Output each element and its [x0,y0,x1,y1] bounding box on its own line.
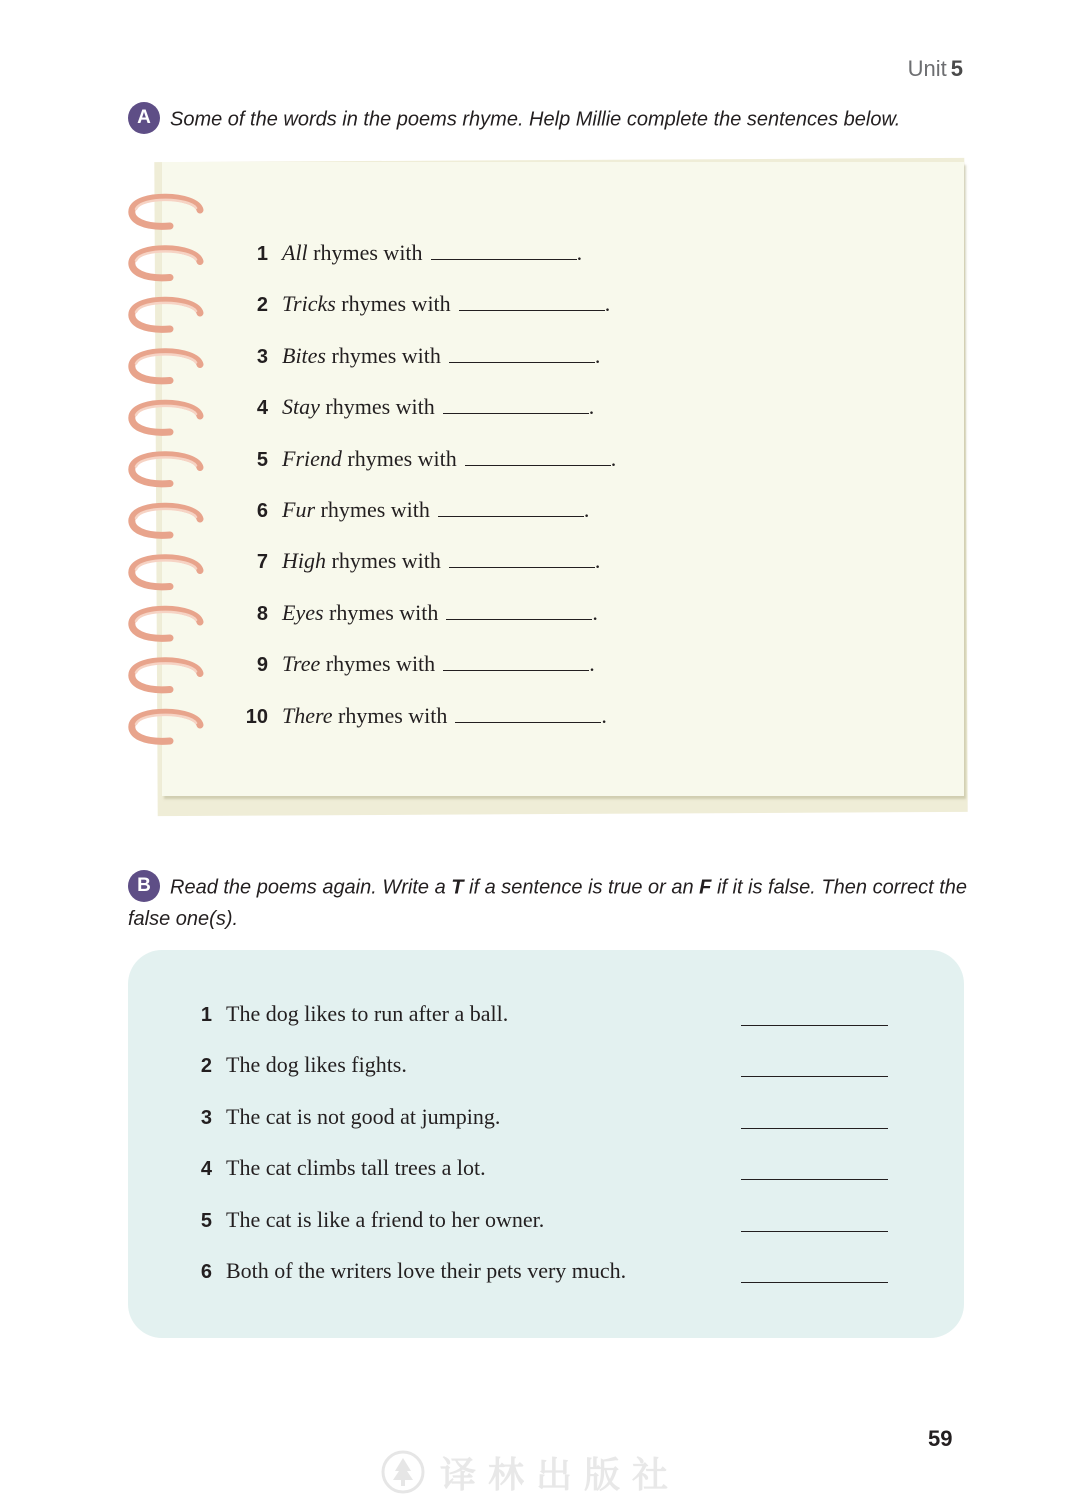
rhyme-text: rhymes with [331,342,441,368]
rhyme-text: rhymes with [331,548,441,574]
answer-blank[interactable] [449,549,595,568]
item-number: 1 [200,1004,212,1026]
rhyme-text: rhymes with [320,497,430,522]
rhyme-item [238,497,589,523]
rhyme-word: Eyes [282,599,324,625]
spiral-ring [132,352,200,381]
rhyme-text: rhymes with [325,394,435,420]
rhyme-item [238,446,616,472]
spiral-ring [132,197,200,226]
section-b-instruction-t: T [451,876,464,899]
true-false-item [186,1207,544,1233]
rhyme-word: Tree [282,651,321,677]
section-a-instruction [128,104,968,136]
rhyme-item [238,343,600,369]
item-number: 9 [256,654,268,677]
answer-blank[interactable] [465,447,611,466]
statement-text: The dog likes fights. [226,1052,407,1078]
answer-blank[interactable] [446,601,592,620]
rhyme-word: There [282,702,333,728]
true-false-answer-blank[interactable] [741,1231,888,1232]
item-number: 1 [256,243,268,265]
rhyme-item [238,548,600,574]
true-false-answer-blank[interactable] [741,1076,888,1077]
spiral-rings-icon [126,182,216,772]
true-false-item [186,1001,508,1027]
unit-number: 5 [950,56,963,81]
section-b-instruction-part2: if a sentence is true or an [463,876,700,899]
sentence-end: . [594,548,601,574]
item-number: 7 [256,551,268,574]
sentence-end: . [604,291,611,317]
publisher-watermark [380,1448,680,1496]
sentence-end: . [592,599,598,625]
item-number: 6 [256,500,268,522]
section-b-instruction-f: F [699,876,712,899]
answer-blank[interactable] [455,704,601,723]
statement-text: The cat is like a friend to her owner. [226,1206,545,1232]
statement-text: The cat climbs tall trees a lot. [226,1155,486,1181]
true-false-item [186,1104,500,1130]
sentence-end: . [601,702,607,728]
rhyme-word: Stay [282,394,320,420]
rhyme-text: rhymes with [338,702,448,728]
rhyme-item [238,240,582,266]
sentence-end: . [594,342,601,368]
statement-text: The dog likes to run after a ball. [226,1001,509,1026]
true-false-answer-blank[interactable] [741,1128,888,1129]
spiral-ring [132,403,200,432]
item-number: 2 [256,294,268,317]
rhyme-word: All [282,240,308,265]
item-number: 3 [256,345,268,368]
item-number: 4 [200,1158,212,1181]
sentence-end: . [576,240,583,265]
section-b-instruction [128,872,968,934]
item-number: 8 [256,602,268,625]
spiral-ring [132,661,200,690]
rhyme-text: rhymes with [325,651,436,677]
true-false-answer-blank[interactable] [741,1025,888,1026]
answer-blank[interactable] [438,498,584,517]
page-number: 59 [928,1426,953,1451]
spiral-ring [132,506,200,535]
item-number: 5 [200,1209,212,1232]
rhyme-text: rhymes with [329,599,439,625]
item-number: 4 [256,397,268,420]
item-number: 3 [200,1106,212,1129]
section-b-instruction-part3: if it is false. Then correct the false one(s). [128,876,968,930]
rhyme-item [238,600,598,626]
sentence-end: . [583,497,590,522]
true-false-item [186,1052,407,1078]
rhyme-word: Bites [282,342,326,368]
rhyme-word: Friend [282,445,342,471]
true-false-item [186,1258,626,1284]
rhyme-word: Tricks [282,291,336,317]
answer-blank[interactable] [431,241,577,260]
statement-text: The cat is not good at jumping. [226,1103,501,1129]
section-a-badge: A [128,102,160,134]
true-false-item [186,1155,486,1181]
section-b-instruction-part1: Read the poems again. Write a [170,876,452,899]
spiral-ring [132,249,200,278]
answer-blank[interactable] [443,395,589,414]
item-number: 6 [200,1261,212,1283]
rhyme-item [238,291,610,317]
rhyme-text: rhymes with [313,240,423,265]
spiral-ring [132,609,200,638]
true-false-answer-blank[interactable] [741,1179,888,1180]
true-false-answer-blank[interactable] [741,1282,888,1283]
sentence-end: . [588,394,595,420]
rhyme-item [238,703,607,729]
section-b-badge: B [128,870,160,902]
spiral-ring [132,300,200,329]
item-number: 10 [245,705,268,728]
rhyme-word: High [282,548,326,574]
answer-blank[interactable] [443,652,589,671]
unit-label [908,56,963,82]
publisher-logo-icon [380,1449,426,1495]
section-a-instruction-text: Some of the words in the poems rhyme. Help Millie complete the sentences below. [170,108,901,131]
rhyme-item [238,394,594,420]
answer-blank[interactable] [449,344,595,363]
publisher-name: 译林出版社 [440,1453,681,1496]
spiral-ring [132,455,200,484]
spiral-ring [132,558,200,587]
rhyme-word: Fur [282,497,315,522]
rhyme-text: rhymes with [347,445,457,471]
unit-label-text: Unit [907,56,947,81]
item-number: 5 [256,448,268,471]
sentence-end: . [589,651,595,677]
item-number: 2 [200,1055,212,1078]
spiral-ring [132,712,200,741]
answer-blank[interactable] [459,292,605,311]
rhyme-text: rhymes with [341,291,451,317]
rhyme-item [238,651,595,677]
sentence-end: . [610,445,617,471]
statement-text: Both of the writers love their pets very much. [226,1258,627,1283]
